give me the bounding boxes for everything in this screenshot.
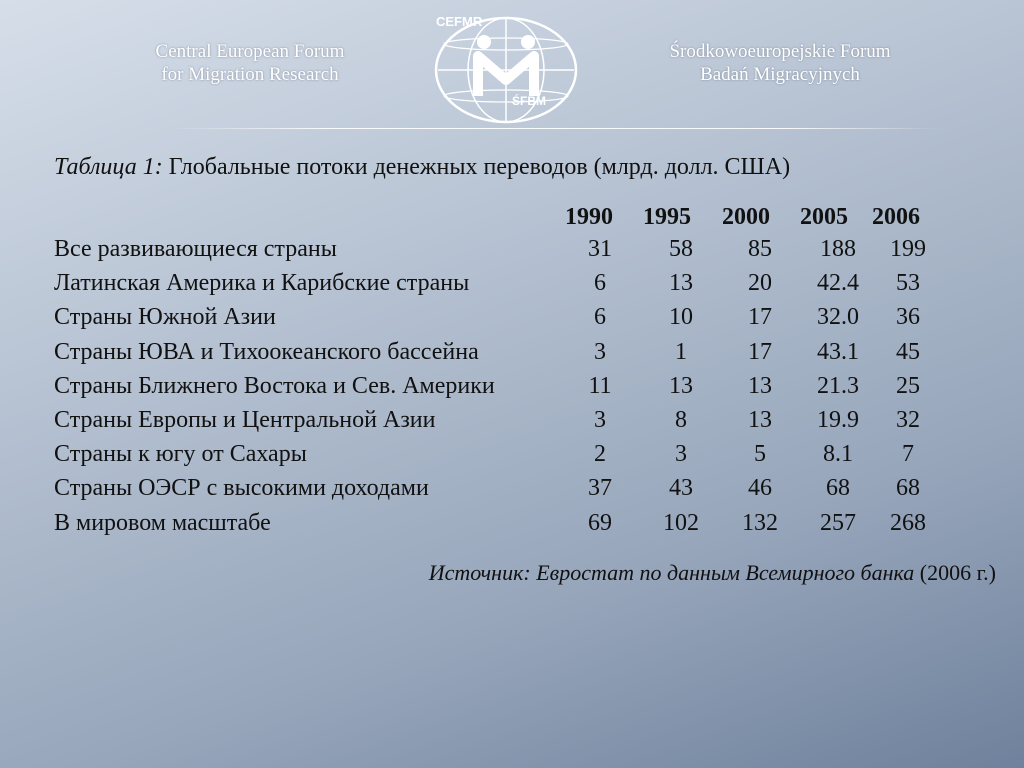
row-value-2005: 68 — [826, 475, 850, 502]
row-value-2006: 199 — [890, 236, 926, 262]
row-value-1990: 2 — [594, 441, 606, 468]
row-value-2006: 32 — [896, 407, 920, 433]
table-row — [0, 407, 1024, 441]
row-value-1995: 58 — [669, 236, 693, 262]
row-value-2005: 257 — [820, 509, 856, 536]
logo-bottom-text: ŚFBM — [512, 94, 546, 108]
header-divider — [170, 128, 940, 129]
logo-top-text: CEFMR — [436, 14, 483, 29]
row-value-2006: 36 — [896, 304, 920, 331]
row-value-1990: 11 — [588, 372, 612, 399]
row-label: Страны Южной Азии — [54, 304, 276, 331]
row-label: Страны ЮВА и Тихоокеанского бассейна — [54, 338, 479, 365]
year-header-row — [560, 204, 940, 234]
row-value-2000: 132 — [742, 509, 778, 536]
row-value-1995: 13 — [669, 270, 693, 297]
row-value-1990: 31 — [588, 236, 612, 262]
year-header-2005: 2005 — [800, 204, 848, 230]
row-value-2005: 32.0 — [817, 304, 859, 331]
row-value-2005: 42.4 — [817, 270, 859, 297]
row-label: Латинская Америка и Карибские страны — [54, 270, 470, 297]
row-value-2000: 85 — [748, 236, 772, 262]
row-value-1995: 43 — [669, 475, 693, 502]
org-name-polish-line1: Środkowoeuropejskie Forum — [669, 41, 891, 62]
org-name-english — [120, 40, 380, 86]
row-value-1990: 37 — [588, 475, 612, 502]
row-label: Страны к югу от Сахары — [54, 441, 307, 468]
year-header-2006: 2006 — [872, 204, 920, 230]
row-value-2000: 5 — [754, 441, 766, 468]
year-header-1995: 1995 — [643, 204, 691, 230]
row-value-1990: 3 — [594, 407, 606, 433]
row-value-2006: 68 — [896, 475, 920, 502]
row-value-1995: 1 — [675, 338, 687, 365]
row-value-2006: 268 — [890, 509, 926, 536]
source-italic: Источник: Евростат по данным Всемирного банка — [428, 560, 915, 585]
row-value-1995: 102 — [663, 509, 699, 536]
org-name-polish-line2: Badań Migracyjnych — [700, 64, 860, 85]
source-plain: (2006 г.) — [919, 560, 996, 585]
org-name-polish — [640, 40, 920, 86]
table-title-text: Глобальные потоки денежных переводов (млрд. долл. США) — [168, 154, 791, 180]
row-value-1990: 6 — [594, 270, 606, 297]
org-name-english-line2: for Migration Research — [161, 64, 339, 85]
row-value-1995: 13 — [669, 372, 693, 399]
year-header-2000: 2000 — [722, 204, 770, 230]
row-value-1990: 69 — [588, 509, 612, 536]
row-label: Страны ОЭСР с высокими доходами — [54, 475, 429, 502]
cefmr-logo — [432, 8, 580, 126]
table-row — [0, 441, 1024, 475]
row-value-2000: 17 — [748, 338, 772, 365]
table-row — [0, 373, 1024, 407]
row-value-1990: 6 — [594, 304, 606, 331]
table-row — [0, 270, 1024, 304]
table-title-prefix: Таблица 1: — [54, 154, 163, 180]
row-value-2000: 17 — [748, 304, 772, 331]
row-value-1995: 8 — [675, 407, 687, 433]
table-row — [0, 304, 1024, 338]
row-value-2006: 7 — [902, 441, 914, 468]
row-value-2000: 13 — [748, 407, 772, 433]
table-row — [0, 510, 1024, 544]
source-note — [429, 560, 996, 586]
row-value-2005: 21.3 — [817, 372, 859, 399]
org-name-english-line1: Central European Forum — [155, 41, 345, 62]
row-value-1990: 3 — [594, 338, 606, 365]
row-value-2005: 19.9 — [817, 407, 859, 433]
row-value-2005: 8.1 — [823, 441, 853, 468]
row-value-1995: 10 — [669, 304, 693, 331]
row-value-2006: 45 — [896, 338, 920, 365]
row-value-2006: 25 — [896, 372, 920, 399]
row-value-1995: 3 — [675, 441, 687, 468]
row-value-2000: 46 — [748, 475, 772, 502]
table-row — [0, 339, 1024, 373]
table-row — [0, 475, 1024, 509]
row-label: Страны Ближнего Востока и Сев. Америки — [54, 372, 495, 399]
row-value-2000: 20 — [748, 270, 772, 297]
table-row — [0, 236, 1024, 270]
row-value-2005: 188 — [820, 236, 856, 262]
row-label: Все развивающиеся страны — [54, 236, 337, 262]
row-label: Страны Европы и Центральной Азии — [54, 407, 436, 433]
row-label: В мировом масштабе — [54, 509, 271, 536]
row-value-2000: 13 — [748, 372, 772, 399]
row-value-2005: 43.1 — [817, 338, 859, 365]
year-header-1990: 1990 — [565, 204, 613, 230]
table-title — [54, 154, 790, 181]
row-value-2006: 53 — [896, 270, 920, 297]
